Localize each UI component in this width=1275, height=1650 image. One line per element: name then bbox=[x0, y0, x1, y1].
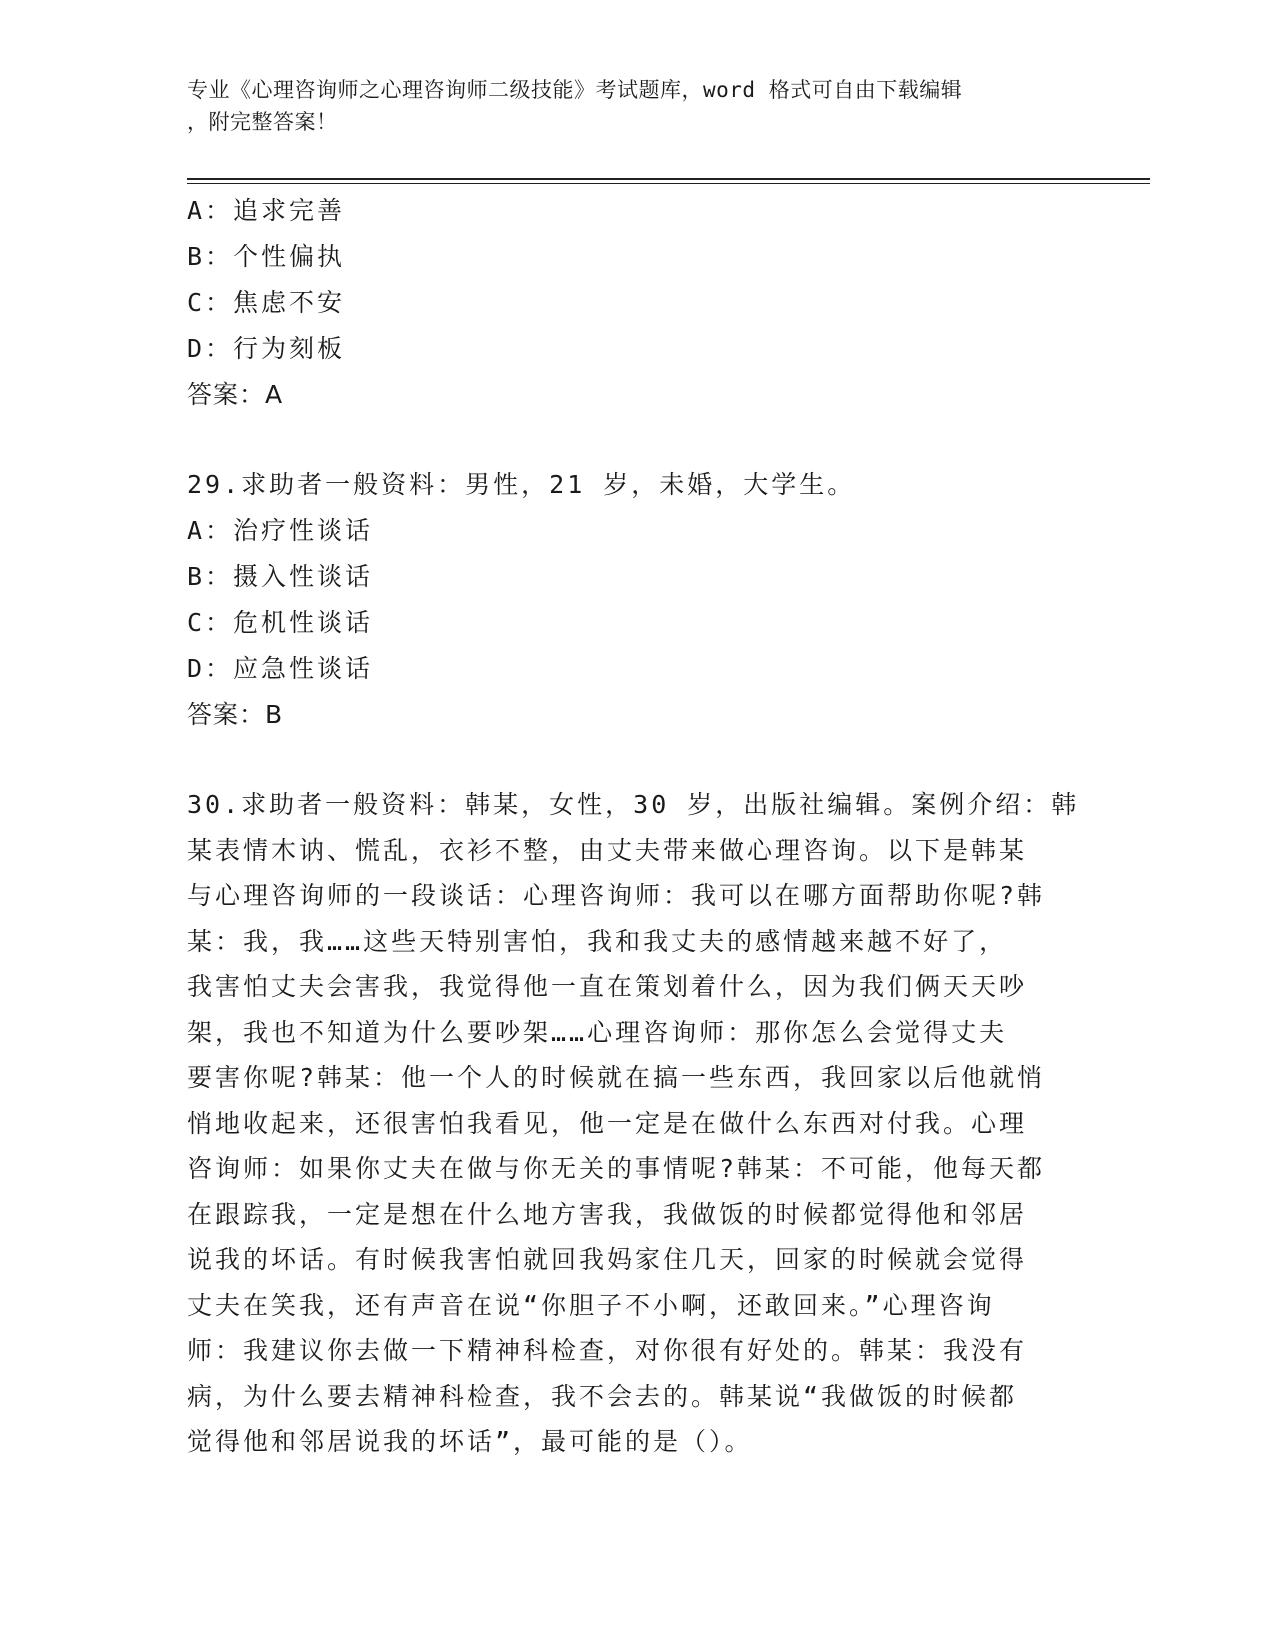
answer-line: 答案：A bbox=[187, 380, 284, 409]
option-d: D：行为刻板 bbox=[187, 334, 346, 363]
option-d: D：应急性谈话 bbox=[187, 654, 374, 683]
answer-line: 答案：B bbox=[187, 700, 284, 729]
question-line: 架，我也不知道为什么要吵架……心理咨询师：那你怎么会觉得丈夫 bbox=[187, 1017, 1008, 1047]
option-a: A：追求完善 bbox=[187, 196, 346, 225]
header-line-1: 专业《心理咨询师之心理咨询师二级技能》考试题库，word 格式可自由下载编辑 bbox=[187, 78, 963, 102]
option-b: B：个性偏执 bbox=[187, 242, 346, 271]
question-line: 师：我建议你去做一下精神科检查，对你很有好处的。韩某：我没有 bbox=[187, 1336, 1028, 1365]
document-body bbox=[187, 188, 1087, 1465]
question-line: 病，为什么要去精神科检查，我不会去的。韩某说“我做饭的时候都 bbox=[187, 1381, 1018, 1411]
option-c: C：危机性谈话 bbox=[187, 608, 374, 637]
question-line: 某表情木讷、慌乱，衣衫不整，由丈夫带来做心理咨询。以下是韩某 bbox=[187, 835, 1028, 865]
question-30-block bbox=[187, 782, 1087, 1465]
header-divider-thin bbox=[187, 183, 1150, 184]
option-b: B：摄入性谈话 bbox=[187, 562, 374, 591]
question-line: 我害怕丈夫会害我，我觉得他一直在策划着什么，因为我们俩天天吵 bbox=[187, 972, 1028, 1001]
question-line: 说我的坏话。有时候我害怕就回我妈家住几天，回家的时候就会觉得 bbox=[187, 1245, 1028, 1274]
question-line: 要害你呢?韩某：他一个人的时候就在搞一些东西，我回家以后他就悄 bbox=[187, 1063, 1046, 1092]
question-line: 悄地收起来，还很害怕我看见，他一定是在做什么东西对付我。心理 bbox=[187, 1108, 1028, 1138]
question-line: 在跟踪我，一定是想在什么地方害我，我做饭的时候都觉得他和邻居 bbox=[187, 1199, 1028, 1229]
question-line: 与心理咨询师的一段谈话：心理咨询师：我可以在哪方面帮助你呢?韩 bbox=[187, 881, 1046, 910]
option-c: C：焦虑不安 bbox=[187, 288, 346, 317]
question-line: 某：我，我……这些天特别害怕，我和我丈夫的感情越来越不好了， bbox=[187, 926, 1008, 956]
question-line: 30.求助者一般资料：韩某，女性，30 岁，出版社编辑。案例介绍：韩 bbox=[187, 790, 1080, 819]
header-line-2: ，附完整答案！ bbox=[187, 110, 338, 134]
question-28-block bbox=[187, 188, 1087, 418]
document-header bbox=[187, 74, 1067, 138]
question-line: 丈夫在笑我，还有声音在说“你胆子不小啊，还敢回来。”心理咨询 bbox=[187, 1290, 995, 1320]
question-line: 咨询师：如果你丈夫在做与你无关的事情呢?韩某：不可能，他每天都 bbox=[187, 1154, 1046, 1183]
option-a: A：治疗性谈话 bbox=[187, 516, 374, 545]
question-29-block bbox=[187, 462, 1087, 738]
question-line: 觉得他和邻居说我的坏话”，最可能的是（）。 bbox=[187, 1427, 753, 1456]
header-divider-thick bbox=[187, 178, 1150, 180]
question-text: 29.求助者一般资料：男性，21 岁，未婚，大学生。 bbox=[187, 470, 856, 499]
